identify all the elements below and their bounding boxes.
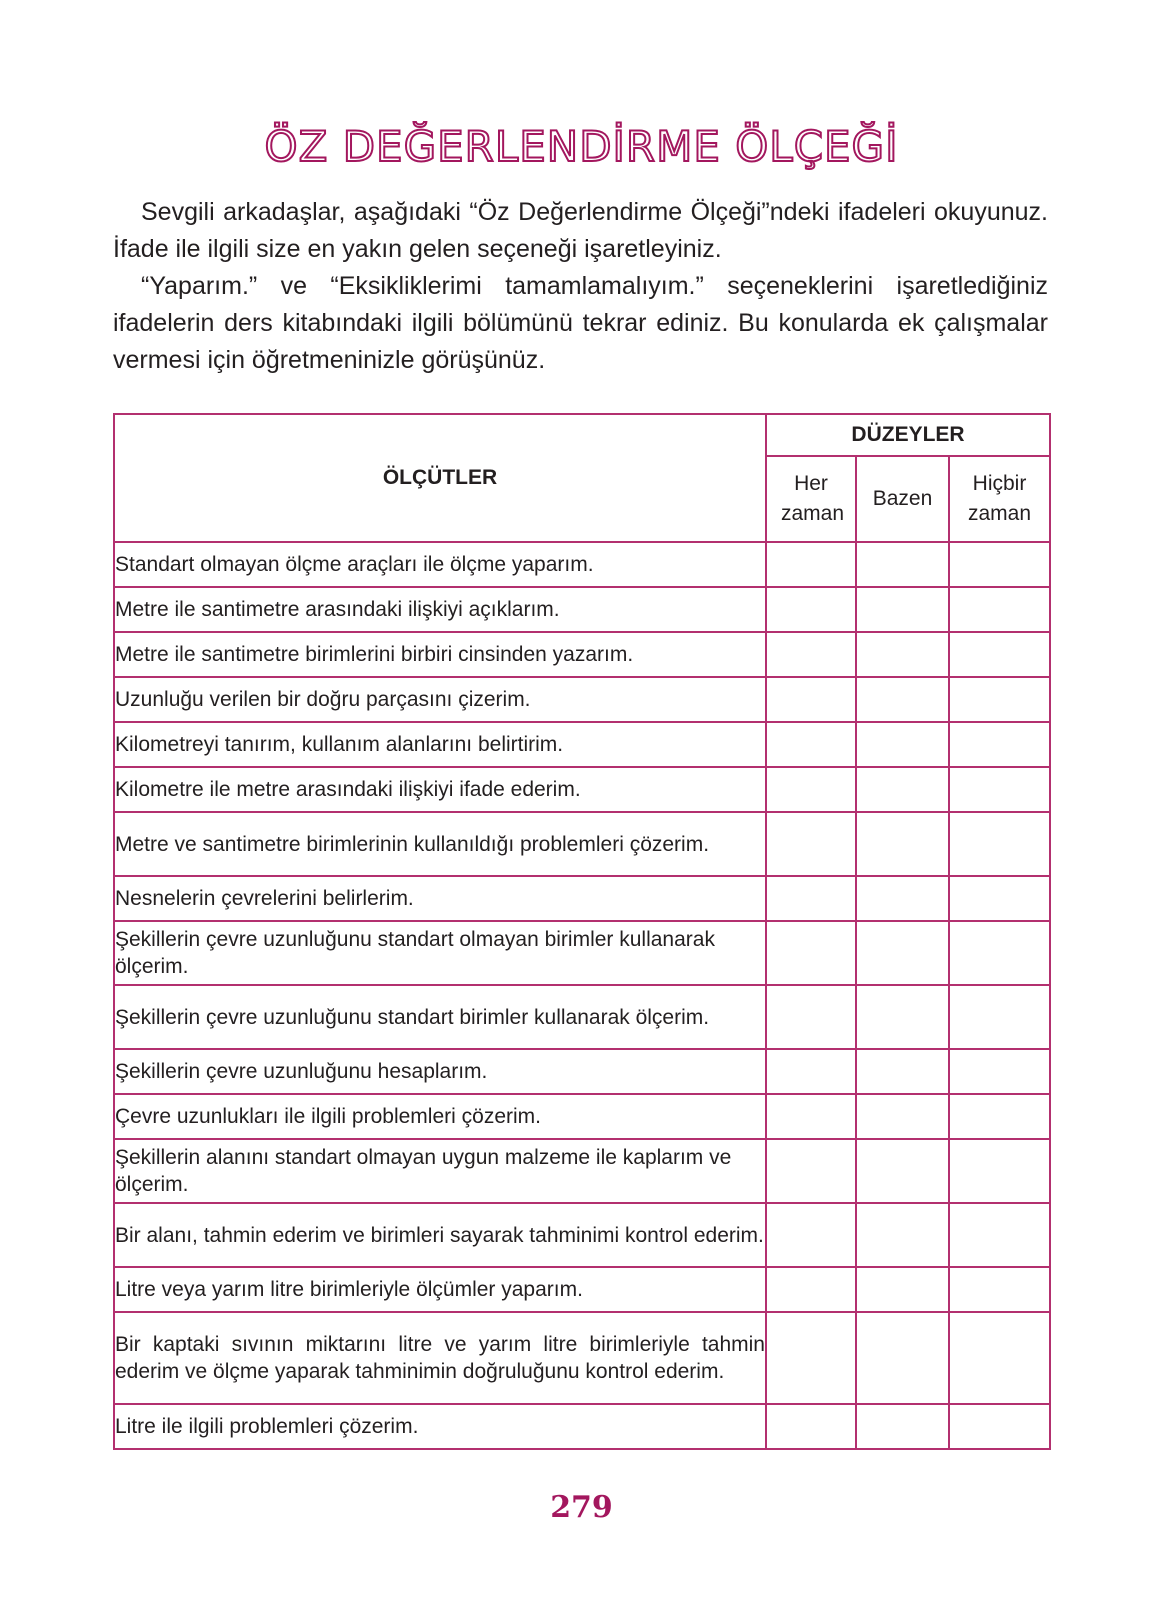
- checkbox-cell-sometimes[interactable]: [856, 876, 949, 921]
- checkbox-cell-always[interactable]: [766, 587, 856, 632]
- checkbox-cell-always[interactable]: [766, 542, 856, 587]
- checkbox-cell-never[interactable]: [949, 812, 1050, 876]
- table-row: [114, 542, 1050, 587]
- checkbox-cell-never[interactable]: [949, 985, 1050, 1049]
- checkbox-cell-never[interactable]: [949, 1312, 1050, 1404]
- checkbox-cell-always[interactable]: [766, 677, 856, 722]
- instruction-paragraph-1: Sevgili arkadaşlar, aşağıdaki “Öz Değerlendirme Ölçeği”ndeki ifadeleri okuyunuz. İfade ile ilgili size en yakın gelen seçeneği işaretleyiniz.: [113, 198, 1048, 263]
- criterion-text: Kilometre ile metre arasındaki ilişkiyi ifade ederim.: [114, 767, 766, 812]
- checkbox-cell-sometimes[interactable]: [856, 1267, 949, 1312]
- criterion-text: Çevre uzunlukları ile ilgili problemleri çözerim.: [114, 1094, 766, 1139]
- checkbox-cell-always[interactable]: [766, 985, 856, 1049]
- checkbox-cell-sometimes[interactable]: [856, 812, 949, 876]
- checkbox-cell-sometimes[interactable]: [856, 722, 949, 767]
- checkbox-cell-always[interactable]: [766, 722, 856, 767]
- table-row: [114, 767, 1050, 812]
- criteria-header: ÖLÇÜTLER: [114, 414, 766, 542]
- checkbox-cell-sometimes[interactable]: [856, 632, 949, 677]
- checkbox-cell-sometimes[interactable]: [856, 587, 949, 632]
- table-row: [114, 1312, 1050, 1404]
- table-row: [114, 1203, 1050, 1267]
- checkbox-cell-never[interactable]: [949, 1404, 1050, 1449]
- checkbox-cell-always[interactable]: [766, 1312, 856, 1404]
- checkbox-cell-never[interactable]: [949, 1049, 1050, 1094]
- checkbox-cell-sometimes[interactable]: [856, 985, 949, 1049]
- criterion-text: Standart olmayan ölçme araçları ile ölçme yaparım.: [114, 542, 766, 587]
- table-row: [114, 921, 1050, 985]
- criterion-text: Bir alanı, tahmin ederim ve birimleri sayarak tahminimi kontrol ederim.: [114, 1203, 766, 1267]
- checkbox-cell-always[interactable]: [766, 921, 856, 985]
- level-always-header: Her zaman: [766, 456, 856, 542]
- table-row: [114, 1139, 1050, 1203]
- checkbox-cell-sometimes[interactable]: [856, 921, 949, 985]
- checkbox-cell-never[interactable]: [949, 722, 1050, 767]
- criterion-text: Şekillerin çevre uzunluğunu hesaplarım.: [114, 1049, 766, 1094]
- table-row: [114, 1267, 1050, 1312]
- table-row: [114, 985, 1050, 1049]
- page-number: 279: [550, 1490, 613, 1525]
- criterion-text: Şekillerin alanını standart olmayan uygun malzeme ile kaplarım ve ölçerim.: [114, 1139, 766, 1203]
- checkbox-cell-always[interactable]: [766, 1139, 856, 1203]
- checkbox-cell-never[interactable]: [949, 677, 1050, 722]
- instruction-paragraph-2: “Yaparım.” ve “Eksikliklerimi tamamlamalıyım.” seçeneklerini işaretlediğiniz ifadelerin ders kitabındaki ilgili bölümünü tekrar ediniz. Bu konularda ek çalışmalar vermesi için öğretmeninizle görüşünüz.: [113, 272, 1048, 374]
- instructions: [113, 194, 1048, 379]
- levels-header: DÜZEYLER: [766, 414, 1050, 456]
- checkbox-cell-sometimes[interactable]: [856, 1404, 949, 1449]
- criterion-text: Metre ile santimetre arasındaki ilişkiyi açıklarım.: [114, 587, 766, 632]
- checkbox-cell-never[interactable]: [949, 767, 1050, 812]
- table-row: [114, 876, 1050, 921]
- criterion-text: Şekillerin çevre uzunluğunu standart olmayan birimler kullanarak ölçerim.: [114, 921, 766, 985]
- checkbox-cell-sometimes[interactable]: [856, 542, 949, 587]
- checkbox-cell-never[interactable]: [949, 632, 1050, 677]
- criterion-text: Metre ve santimetre birimlerinin kullanıldığı problemleri çözerim.: [114, 812, 766, 876]
- table-row: [114, 1094, 1050, 1139]
- checkbox-cell-always[interactable]: [766, 1049, 856, 1094]
- checkbox-cell-always[interactable]: [766, 876, 856, 921]
- checkbox-cell-never[interactable]: [949, 1139, 1050, 1203]
- table-row: [114, 1049, 1050, 1094]
- checkbox-cell-never[interactable]: [949, 876, 1050, 921]
- checkbox-cell-sometimes[interactable]: [856, 1094, 949, 1139]
- checkbox-cell-sometimes[interactable]: [856, 1203, 949, 1267]
- checkbox-cell-sometimes[interactable]: [856, 677, 949, 722]
- checkbox-cell-never[interactable]: [949, 542, 1050, 587]
- checkbox-cell-sometimes[interactable]: [856, 767, 949, 812]
- checkbox-cell-always[interactable]: [766, 812, 856, 876]
- checkbox-cell-always[interactable]: [766, 1267, 856, 1312]
- table-row: [114, 587, 1050, 632]
- checkbox-cell-never[interactable]: [949, 1267, 1050, 1312]
- checkbox-cell-always[interactable]: [766, 1203, 856, 1267]
- checkbox-cell-always[interactable]: [766, 1094, 856, 1139]
- table-row: [114, 812, 1050, 876]
- criterion-text: Metre ile santimetre birimlerini birbiri cinsinden yazarım.: [114, 632, 766, 677]
- criterion-text: Nesnelerin çevrelerini belirlerim.: [114, 876, 766, 921]
- table-row: [114, 677, 1050, 722]
- checkbox-cell-never[interactable]: [949, 1094, 1050, 1139]
- checkbox-cell-always[interactable]: [766, 767, 856, 812]
- table-row: [114, 722, 1050, 767]
- level-sometimes-header: Bazen: [856, 456, 949, 542]
- criterion-text: Uzunluğu verilen bir doğru parçasını çizerim.: [114, 677, 766, 722]
- checkbox-cell-always[interactable]: [766, 1404, 856, 1449]
- checkbox-cell-never[interactable]: [949, 587, 1050, 632]
- criterion-text: Şekillerin çevre uzunluğunu standart birimler kullanarak ölçerim.: [114, 985, 766, 1049]
- criterion-text: Litre veya yarım litre birimleriyle ölçümler yaparım.: [114, 1267, 766, 1312]
- criterion-text: Kilometreyi tanırım, kullanım alanlarını belirtirim.: [114, 722, 766, 767]
- checkbox-cell-sometimes[interactable]: [856, 1139, 949, 1203]
- checkbox-cell-never[interactable]: [949, 1203, 1050, 1267]
- checkbox-cell-sometimes[interactable]: [856, 1312, 949, 1404]
- self-assessment-table: [113, 413, 1051, 1450]
- table-row: [114, 1404, 1050, 1449]
- page-title: ÖZ DEĞERLENDİRME ÖLÇEĞİ: [264, 122, 899, 171]
- checkbox-cell-never[interactable]: [949, 921, 1050, 985]
- criterion-text: Bir kaptaki sıvının miktarını litre ve yarım litre birimleriyle tahmin ederim ve ölçme yaparak tahminimin doğruluğunu kontrol ederim.: [114, 1312, 766, 1404]
- level-never-header: Hiçbir zaman: [949, 456, 1050, 542]
- checkbox-cell-sometimes[interactable]: [856, 1049, 949, 1094]
- table-row: [114, 632, 1050, 677]
- checkbox-cell-always[interactable]: [766, 632, 856, 677]
- criterion-text: Litre ile ilgili problemleri çözerim.: [114, 1404, 766, 1449]
